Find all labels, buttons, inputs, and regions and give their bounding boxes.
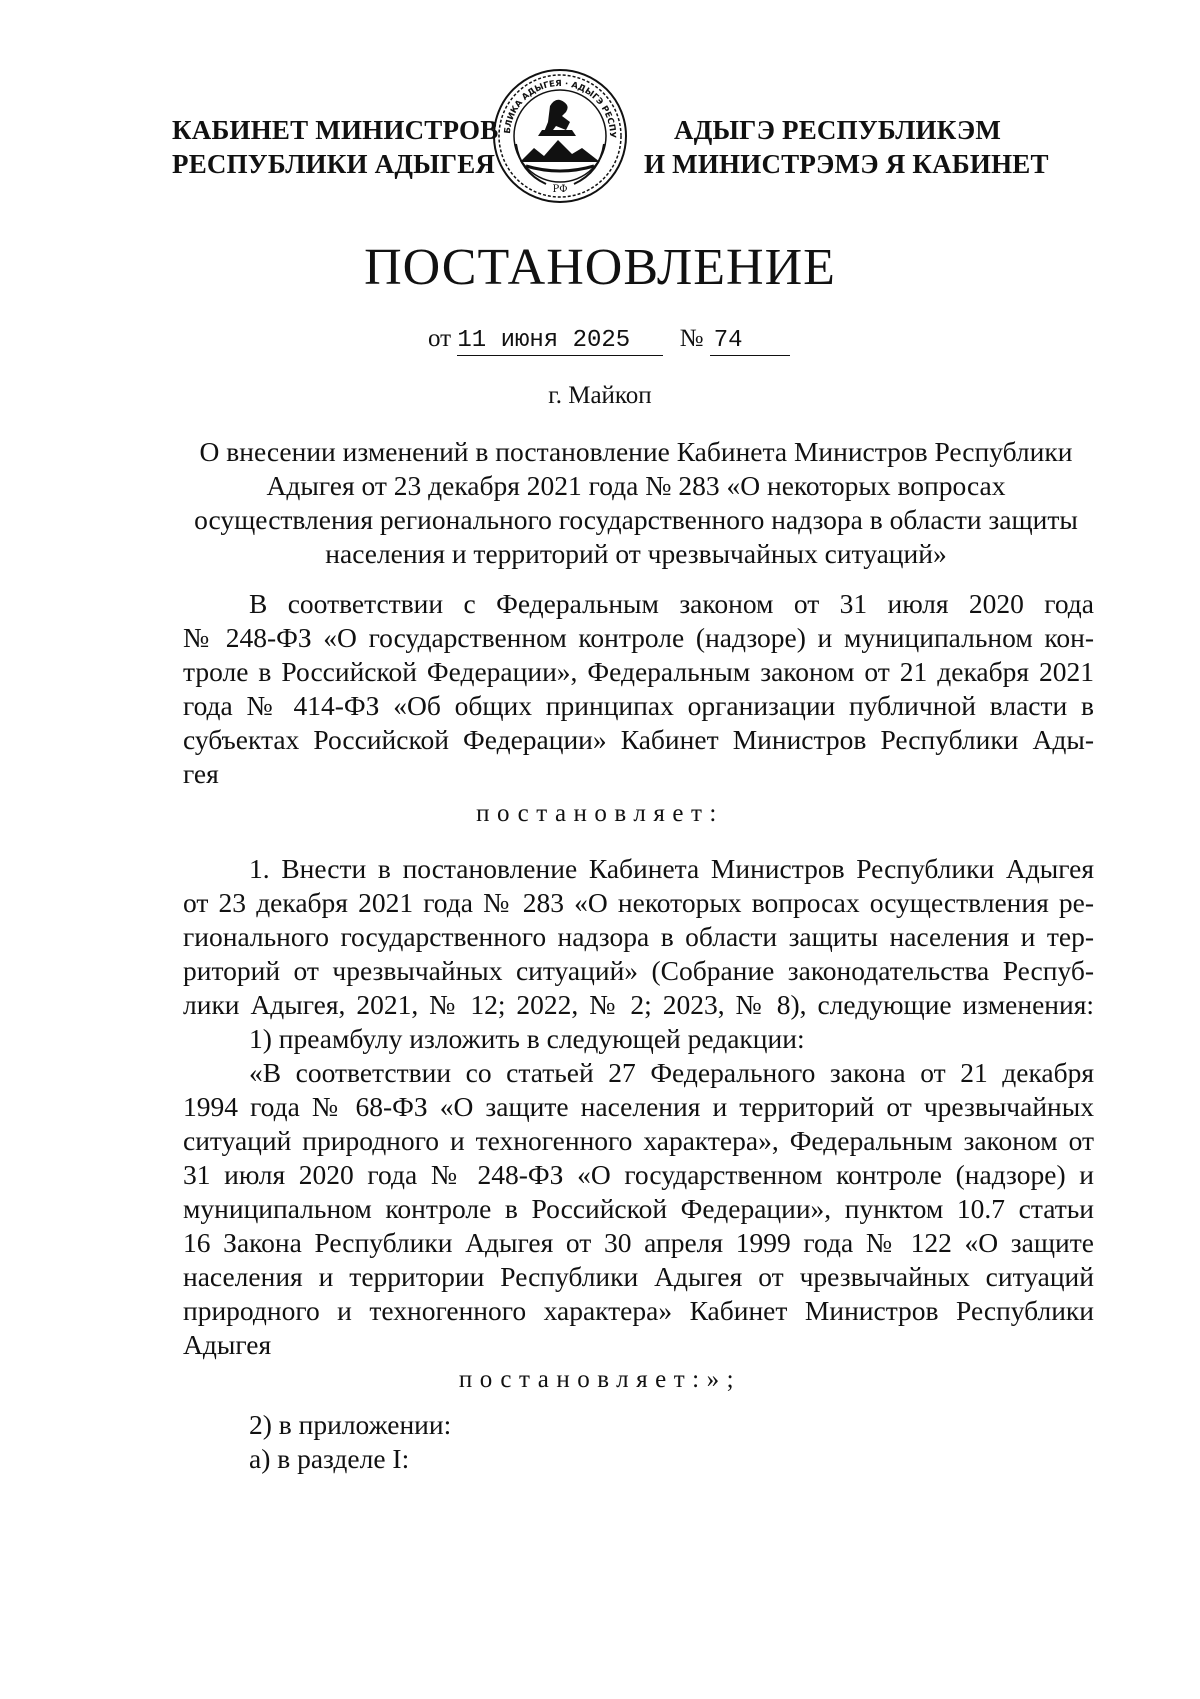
date-number-line [428, 325, 790, 356]
header-left-line-2: РЕСПУБЛИКИ АДЫГЕЯ [172, 149, 496, 179]
text-line: от 23 декабря 2021 года № 283 «О некоторых вопросах осуществления ре- [183, 887, 1094, 918]
number-value: 74 [713, 327, 743, 354]
text-line: риторий от чрезвычайных ситуаций» (Собрание законодательства Респуб- [183, 955, 1094, 986]
header-left [172, 113, 498, 181]
resolves-heading-quoted: постановляет:»; [458, 1366, 742, 1393]
city: г. Майкоп [548, 382, 652, 409]
subject-line: осуществления регионального государственного надзора в области защиты [194, 504, 1078, 535]
quoted-preamble [183, 1056, 1094, 1362]
subject-line: населения и территорий от чрезвычайных ситуаций» [325, 538, 947, 569]
number-prefix: № [679, 325, 704, 352]
number-field [710, 325, 790, 356]
text-line: № 248-ФЗ «О государственном контроле (надзоре) и муниципальном кон- [183, 622, 1094, 653]
date-field [457, 325, 663, 356]
text-line: троле в Российской Федерации», Федеральным законом от 21 декабря 2021 [183, 656, 1094, 687]
date-prefix: от [428, 325, 452, 352]
text-line: населения и территории Республики Адыгея от чрезвычайных ситуаций [183, 1261, 1094, 1292]
subject-line: О внесении изменений в постановление Кабинета Министров Республики [199, 436, 1073, 467]
date-value: 11 июня 2025 [457, 327, 631, 354]
header-left-line-1: КАБИНЕТ МИНИСТРОВ [172, 115, 499, 145]
coat-of-arms-emblem-icon [490, 66, 630, 206]
item-1-paragraph [183, 852, 1094, 1056]
text-line: 16 Закона Республики Адыгея от 30 апреля 1999 года № 122 «О защите [183, 1227, 1094, 1258]
subitem-1: 1) преамбулу изложить в следующей редакции: [249, 1023, 805, 1054]
text-line: гея [183, 758, 219, 789]
text-line: года № 414-ФЗ «Об общих принципах организации публичной власти в [183, 690, 1094, 721]
header-right-line-2: И МИНИСТРЭМЭ Я КАБИНЕТ [644, 149, 1049, 179]
text-line: гионального государственного надзора в области защиты населения и тер- [183, 921, 1094, 952]
text-line: 31 июля 2020 года № 248-ФЗ «О государственном контроле (надзоре) и [183, 1159, 1094, 1190]
text-line: «В соответствии со статьей 27 Федерального закона от 21 декабря [249, 1057, 1094, 1088]
subject-line: Адыгея от 23 декабря 2021 года № 283 «О некоторых вопросах [266, 470, 1006, 501]
document-type-title: ПОСТАНОВЛЕНИЕ [364, 239, 836, 296]
text-line: природного и техногенного характера» Кабинет Министров Республики [183, 1295, 1094, 1326]
subitems-2 [183, 1408, 1094, 1476]
document-subject [178, 435, 1094, 571]
emblem-ring-text: БЛИКА АДЫГЕЯ · АДЫГЭ РЕСПУ [502, 78, 618, 139]
resolves-heading: постановляет: [476, 800, 724, 827]
text-line: В соответствии с Федеральным законом от 31 июля 2020 года [249, 588, 1094, 619]
header-right [644, 113, 1049, 181]
subitem-2: 2) в приложении: [249, 1409, 452, 1440]
emblem-bottom-text: РФ [552, 184, 568, 195]
preamble-paragraph [183, 587, 1094, 791]
subitem-2a: а) в разделе I: [249, 1443, 410, 1474]
text-line: лики Адыгея, 2021, № 12; 2022, № 2; 2023, № 8), следующие изменения: [183, 989, 1094, 1020]
text-line: 1. Внести в постановление Кабинета Министров Республики Адыгея [249, 853, 1094, 884]
text-line: Адыгея [183, 1329, 272, 1360]
text-line: 1994 года № 68-ФЗ «О защите населения и территорий от чрезвычайных [183, 1091, 1094, 1122]
text-line: субъектах Российской Федерации» Кабинет Министров Республики Ады- [183, 724, 1094, 755]
header-right-line-1: АДЫГЭ РЕСПУБЛИКЭМ [674, 115, 1002, 145]
text-line: ситуаций природного и техногенного характера», Федеральным законом от [183, 1125, 1094, 1156]
text-line: муниципальном контроле в Российской Федерации», пунктом 10.7 статьи [183, 1193, 1094, 1224]
